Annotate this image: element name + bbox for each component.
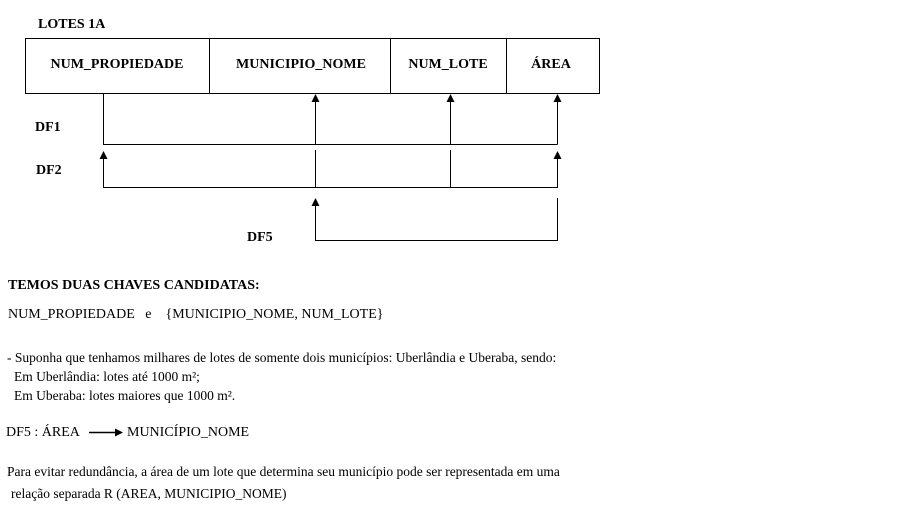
supposition-text: - Suponha que tenhamos milhares de lotes de somente dois municípios: Uberlândia e Uberaba, sendo: [7,350,557,365]
df5-label: DF5 [247,230,273,245]
df2-arrowhead-num-propiedade [100,151,108,159]
table-title: LOTES 1A [38,17,106,32]
df1-arrowhead-municipio [312,94,320,102]
df5-inline-arrowhead [115,429,123,437]
column-header-num-propiedade: NUM_PROPIEDADE [50,57,184,72]
redundancy-paragraph-line2: relação separada R (AREA, MUNICIPIO_NOME) [11,486,287,501]
df1-arrowhead-num-lote [447,94,455,102]
df1-label: DF1 [35,120,61,135]
uberaba-text: Em Uberaba: lotes maiores que 1000 m². [14,388,236,403]
df5-arrows [316,198,558,241]
df1-arrows [104,94,558,145]
redundancy-paragraph-line1: Para evitar redundância, a área de um lote que determina seu município pode ser representada em uma [7,464,560,479]
df1-connector [104,94,558,145]
candidate-keys-heading: TEMOS DUAS CHAVES CANDIDATAS: [8,278,260,293]
df1-arrowhead-area [554,94,562,102]
column-header-municipio-nome: MUNICIPIO_NOME [236,57,366,72]
df5-connector [316,198,558,241]
df5-expression-left: DF5 : ÁREA [6,425,80,440]
df2-label: DF2 [36,163,62,178]
uberlandia-text: Em Uberlândia: lotes até 1000 m²; [14,369,200,384]
df5-expression-right: MUNICÍPIO_NOME [127,425,250,440]
df2-connector [104,157,558,188]
column-header-num-lote: NUM_LOTE [408,57,488,72]
df2-arrowhead-area [554,151,562,159]
column-header-area: ÁREA [531,57,571,72]
candidate-keys-line: NUM_PROPIEDADE e {MUNICIPIO_NOME, NUM_LOTE} [8,307,384,322]
df2-arrows [104,150,558,188]
df5-arrowhead-municipio [312,198,320,206]
